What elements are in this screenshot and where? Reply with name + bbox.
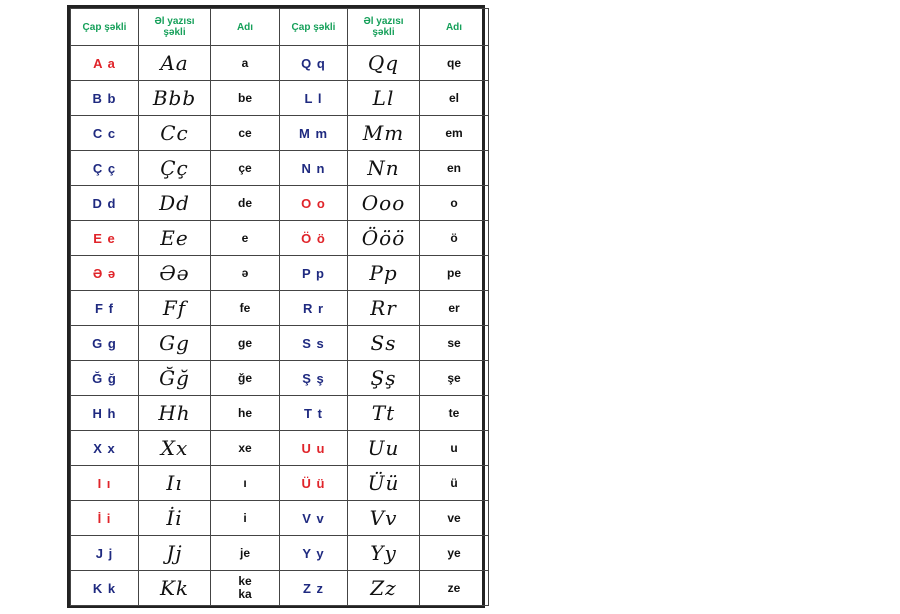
table-row	[71, 221, 489, 256]
print-letter-right: R r	[280, 291, 348, 326]
handwritten-letter-right: Vv	[348, 501, 420, 536]
table-row	[71, 46, 489, 81]
handwritten-letter-right: Rr	[348, 291, 420, 326]
table-row	[71, 361, 489, 396]
print-letter-right: M m	[280, 116, 348, 151]
table-row	[71, 151, 489, 186]
print-letter-left: D d	[71, 186, 139, 221]
letter-name-left: xe	[211, 431, 280, 466]
header-handwriting-right: Əl yazısı şəkli	[348, 9, 420, 46]
print-letter-right: N n	[280, 151, 348, 186]
header-name-right: Adı	[420, 9, 489, 46]
print-letter-right: U u	[280, 431, 348, 466]
print-letter-right: Ö ö	[280, 221, 348, 256]
handwritten-letter-left: Ee	[139, 221, 211, 256]
handwritten-letter-right: Üü	[348, 466, 420, 501]
letter-name-right: er	[420, 291, 489, 326]
print-letter-left: E e	[71, 221, 139, 256]
letter-name-right: ve	[420, 501, 489, 536]
print-letter-right: T t	[280, 396, 348, 431]
handwritten-letter-right: Ooo	[348, 186, 420, 221]
letter-name-left: je	[211, 536, 280, 571]
print-letter-right: Z z	[280, 571, 348, 606]
letter-name-left: çe	[211, 151, 280, 186]
letter-name-right: te	[420, 396, 489, 431]
print-letter-left: G g	[71, 326, 139, 361]
letter-name-left: ğe	[211, 361, 280, 396]
print-letter-right: Y y	[280, 536, 348, 571]
print-letter-left: J j	[71, 536, 139, 571]
table-row	[71, 396, 489, 431]
handwritten-letter-left: Hh	[139, 396, 211, 431]
print-letter-right: P p	[280, 256, 348, 291]
print-letter-left: I ı	[71, 466, 139, 501]
letter-name-right: u	[420, 431, 489, 466]
print-letter-right: Ş ş	[280, 361, 348, 396]
handwritten-letter-right: Pp	[348, 256, 420, 291]
handwritten-letter-left: Cc	[139, 116, 211, 151]
letter-name-right: pe	[420, 256, 489, 291]
print-letter-right: V v	[280, 501, 348, 536]
print-letter-right: O o	[280, 186, 348, 221]
print-letter-left: A a	[71, 46, 139, 81]
handwritten-letter-left: Dd	[139, 186, 211, 221]
letter-name-left: ge	[211, 326, 280, 361]
letter-name-left: ə	[211, 256, 280, 291]
handwritten-letter-right: Şş	[348, 361, 420, 396]
letter-name-left: be	[211, 81, 280, 116]
print-letter-left: C c	[71, 116, 139, 151]
handwritten-letter-left: Xx	[139, 431, 211, 466]
print-letter-left: İ i	[71, 501, 139, 536]
letter-name-left: ke ka	[211, 571, 280, 606]
print-letter-right: S s	[280, 326, 348, 361]
print-letter-left: X x	[71, 431, 139, 466]
letter-name-left: e	[211, 221, 280, 256]
letter-name-right: em	[420, 116, 489, 151]
letter-name-right: qe	[420, 46, 489, 81]
table-row	[71, 466, 489, 501]
handwritten-letter-right: Tt	[348, 396, 420, 431]
table-row	[71, 186, 489, 221]
print-letter-left: K k	[71, 571, 139, 606]
handwritten-letter-right: Yy	[348, 536, 420, 571]
print-letter-left: Ğ ğ	[71, 361, 139, 396]
letter-name-left: i	[211, 501, 280, 536]
letter-name-right: ze	[420, 571, 489, 606]
handwritten-letter-left: Iı	[139, 466, 211, 501]
header-print-left: Çap şəkli	[71, 9, 139, 46]
handwritten-letter-left: Aa	[139, 46, 211, 81]
handwritten-letter-left: Bbb	[139, 81, 211, 116]
table-row	[71, 81, 489, 116]
letter-name-right: şe	[420, 361, 489, 396]
letter-name-left: de	[211, 186, 280, 221]
handwritten-letter-left: Əə	[139, 256, 211, 291]
print-letter-left: Ə ə	[71, 256, 139, 291]
print-letter-right: Ü ü	[280, 466, 348, 501]
handwritten-letter-left: Ğğ	[139, 361, 211, 396]
print-letter-left: B b	[71, 81, 139, 116]
table-row	[71, 501, 489, 536]
handwritten-letter-right: Zz	[348, 571, 420, 606]
letter-name-right: se	[420, 326, 489, 361]
print-letter-right: Q q	[280, 46, 348, 81]
handwritten-letter-right: Nn	[348, 151, 420, 186]
letter-name-left: he	[211, 396, 280, 431]
letter-name-right: o	[420, 186, 489, 221]
table-row	[71, 256, 489, 291]
handwritten-letter-left: İi	[139, 501, 211, 536]
handwritten-letter-left: Jj	[139, 536, 211, 571]
handwritten-letter-left: Gg	[139, 326, 211, 361]
header-print-right: Çap şəkli	[280, 9, 348, 46]
table-row	[71, 571, 489, 606]
letter-name-left: ı	[211, 466, 280, 501]
letter-name-left: ce	[211, 116, 280, 151]
handwritten-letter-right: Ll	[348, 81, 420, 116]
letter-name-right: ö	[420, 221, 489, 256]
handwritten-letter-right: Ööö	[348, 221, 420, 256]
header-handwriting-left: Əl yazısı şəkli	[139, 9, 211, 46]
letter-name-right: el	[420, 81, 489, 116]
table-row	[71, 431, 489, 466]
handwritten-letter-right: Uu	[348, 431, 420, 466]
letter-name-right: ye	[420, 536, 489, 571]
print-letter-left: F f	[71, 291, 139, 326]
table-row	[71, 326, 489, 361]
table-body	[71, 46, 489, 606]
letter-name-left: a	[211, 46, 280, 81]
alphabet-chart	[67, 5, 485, 608]
table-row	[71, 291, 489, 326]
letter-name-left: fe	[211, 291, 280, 326]
header-row	[71, 9, 489, 46]
table-row	[71, 116, 489, 151]
print-letter-right: L l	[280, 81, 348, 116]
letter-name-right: en	[420, 151, 489, 186]
handwritten-letter-left: Ff	[139, 291, 211, 326]
handwritten-letter-right: Qq	[348, 46, 420, 81]
letter-name-right: ü	[420, 466, 489, 501]
print-letter-left: Ç ç	[71, 151, 139, 186]
header-name-left: Adı	[211, 9, 280, 46]
handwritten-letter-left: Kk	[139, 571, 211, 606]
handwritten-letter-left: Çç	[139, 151, 211, 186]
handwritten-letter-right: Mm	[348, 116, 420, 151]
table-row	[71, 536, 489, 571]
handwritten-letter-right: Ss	[348, 326, 420, 361]
print-letter-left: H h	[71, 396, 139, 431]
alphabet-table	[70, 8, 489, 606]
